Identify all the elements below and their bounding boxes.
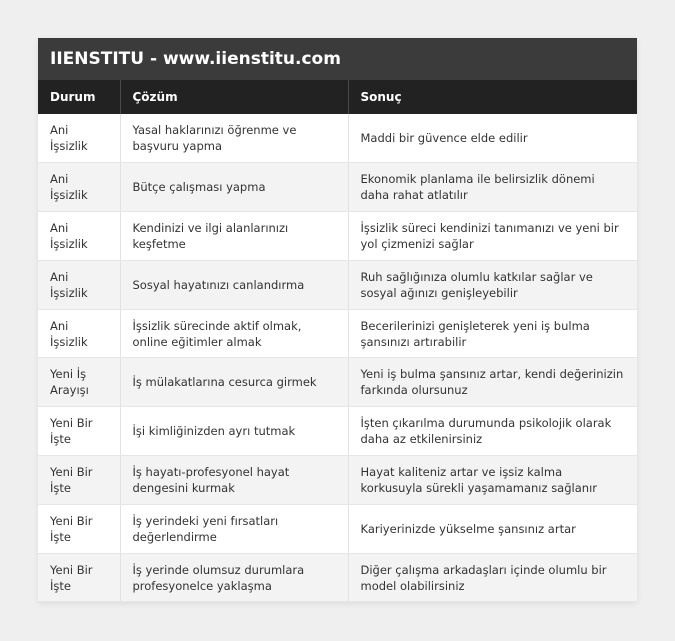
cell-durum: Yeni Bir İşte <box>38 504 120 553</box>
data-table <box>38 80 637 602</box>
cell-sonuc: Becerilerinizi genişleterek yeni iş bulma şansınızı artırabilir <box>348 309 637 358</box>
cell-durum: Ani İşsizlik <box>38 212 120 261</box>
table-row <box>38 504 637 553</box>
cell-sonuc: Hayat kaliteniz artar ve işsiz kalma korkusuyla sürekli yaşamamanız sağlanır <box>348 456 637 505</box>
cell-sonuc: Maddi bir güvence elde edilir <box>348 114 637 163</box>
cell-durum: Ani İşsizlik <box>38 309 120 358</box>
table-row <box>38 212 637 261</box>
site-banner: IIENSTITU - www.iienstitu.com <box>38 38 637 80</box>
table-row <box>38 358 637 407</box>
table-body <box>38 114 637 602</box>
cell-cozum: İşi kimliğinizden ayrı tutmak <box>120 407 348 456</box>
cell-durum: Ani İşsizlik <box>38 163 120 212</box>
cell-durum: Yeni İş Arayışı <box>38 358 120 407</box>
cell-sonuc: Kariyerinizde yükselme şansınız artar <box>348 504 637 553</box>
header-cozum: Çözüm <box>120 80 348 114</box>
cell-sonuc: Ruh sağlığınıza olumlu katkılar sağlar ve sosyal ağınızı genişleyebilir <box>348 260 637 309</box>
cell-sonuc: İşten çıkarılma durumunda psikolojik olarak daha az etkilenirsiniz <box>348 407 637 456</box>
cell-cozum: İşsizlik sürecinde aktif olmak, online eğitimler almak <box>120 309 348 358</box>
cell-cozum: Kendinizi ve ilgi alanlarınızı keşfetme <box>120 212 348 261</box>
cell-durum: Ani İşsizlik <box>38 260 120 309</box>
table-row <box>38 163 637 212</box>
cell-durum: Yeni Bir İşte <box>38 553 120 602</box>
table-row <box>38 407 637 456</box>
cell-cozum: İş yerinde olumsuz durumlara profesyonelce yaklaşma <box>120 553 348 602</box>
table-row <box>38 114 637 163</box>
cell-cozum: Bütçe çalışması yapma <box>120 163 348 212</box>
table-row <box>38 309 637 358</box>
cell-cozum: İş hayatı-profesyonel hayat dengesini kurmak <box>120 456 348 505</box>
cell-sonuc: İşsizlik süreci kendinizi tanımanızı ve yeni bir yol çizmenizi sağlar <box>348 212 637 261</box>
cell-cozum: Yasal haklarınızı öğrenme ve başvuru yapma <box>120 114 348 163</box>
info-card <box>38 38 637 602</box>
cell-durum: Ani İşsizlik <box>38 114 120 163</box>
cell-sonuc: Diğer çalışma arkadaşları içinde olumlu bir model olabilirsiniz <box>348 553 637 602</box>
cell-cozum: İş mülakatlarına cesurca girmek <box>120 358 348 407</box>
table-row <box>38 260 637 309</box>
table-row <box>38 456 637 505</box>
cell-durum: Yeni Bir İşte <box>38 407 120 456</box>
cell-durum: Yeni Bir İşte <box>38 456 120 505</box>
table-row <box>38 553 637 602</box>
header-sonuc: Sonuç <box>348 80 637 114</box>
cell-cozum: Sosyal hayatınızı canlandırma <box>120 260 348 309</box>
header-durum: Durum <box>38 80 120 114</box>
cell-sonuc: Yeni iş bulma şansınız artar, kendi değerinizin farkında olursunuz <box>348 358 637 407</box>
cell-sonuc: Ekonomik planlama ile belirsizlik dönemi daha rahat atlatılır <box>348 163 637 212</box>
cell-cozum: İş yerindeki yeni fırsatları değerlendirme <box>120 504 348 553</box>
table-header-row <box>38 80 637 114</box>
